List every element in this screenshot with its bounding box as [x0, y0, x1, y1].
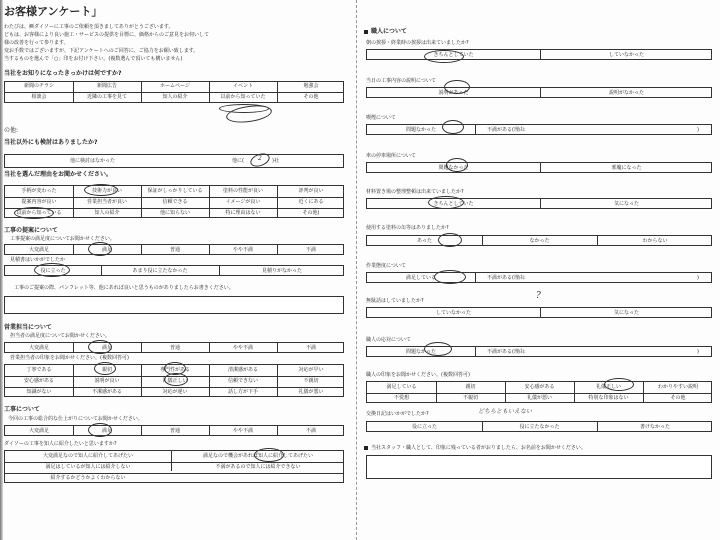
q5-opt-dissatisfied[interactable]: 不満 — [305, 345, 316, 351]
r-q7-opt-complaint[interactable]: 不満がある(理由: — [487, 275, 526, 281]
circle-mark-r-q9 — [424, 342, 452, 356]
q4-estimate-none[interactable]: 見積りがなかった — [261, 268, 302, 274]
q1-options-table — [4, 81, 344, 103]
r-q5-table — [366, 198, 712, 209]
craftsmen-section-heading: 職人について — [371, 28, 407, 35]
circle-mark-r-q5 — [428, 196, 464, 209]
q4-opt-satisfied[interactable]: 満足 — [101, 247, 112, 253]
r-q6-opt-yes[interactable]: あった — [417, 238, 432, 244]
r-q6-table — [366, 235, 712, 246]
r-q10-opt-2[interactable]: 親切 — [465, 384, 476, 390]
q5-imp-9[interactable]: 信頼できない — [227, 378, 258, 384]
q3-opt-14[interactable]: 特に理由はない — [225, 210, 261, 216]
q1-opt-other[interactable]: その他 — [303, 94, 319, 100]
q6-opt-somewhat-dissatisfied[interactable]: やや不満 — [232, 428, 253, 434]
q3-opt-5[interactable]: 評判が良い — [298, 188, 324, 194]
circle-mark-q4-useful — [34, 263, 70, 277]
r-q10-opt-3[interactable]: 安心感がある — [524, 384, 555, 390]
section-bullet-craftsmen — [364, 30, 368, 34]
q4-estimate-question: 見積書はいかがでしたか — [10, 257, 66, 263]
circle-mark-r-q6 — [438, 233, 462, 247]
q1-opt-seminar[interactable]: 勉強会 — [303, 83, 319, 89]
q6-heading: 工事について — [4, 406, 40, 413]
intro-line-3: 様の改善を行って参ります。 — [4, 40, 69, 46]
r-q9-close-paren: ) — [697, 349, 699, 355]
q6-ref-3[interactable]: 満足はしているが知人には紹介しない — [45, 464, 131, 470]
q5-impression-question: 営業担当者の印象をお聞かせください。(複数回答可) — [10, 355, 129, 361]
circle-mark-r-q7 — [434, 270, 466, 284]
q4-estimate-not-useful[interactable]: あまり役に立たなかった — [132, 268, 188, 274]
q2-heading: 当社以外にも検討はありましたか? — [4, 139, 98, 146]
r-q1-opt-no[interactable]: していなかった — [608, 52, 644, 58]
r-q7-heading: 作業態度について — [366, 263, 406, 269]
section-bullet-staff — [364, 446, 368, 450]
r-q8-table — [366, 307, 712, 318]
r-q4-heading: 車の停車場所について — [366, 153, 416, 159]
q6-opt-very-satisfied[interactable]: 大変満足 — [28, 428, 49, 434]
r-q9-opt-ok[interactable]: 問題なかった — [405, 349, 436, 355]
q1-other-label: の他: — [4, 127, 19, 134]
r-q1-opt-yes[interactable]: きちんとしていた — [433, 52, 474, 58]
r-q6-heading: 使用する塗料の缶等はありましたか? — [366, 225, 449, 231]
r-q8-heading: 無駄話はしていましたか? — [366, 298, 424, 304]
q3-opt-4[interactable]: 塗料の性能が良い — [222, 188, 263, 194]
circle-mark-r-q10 — [604, 378, 634, 391]
r-q2-table — [366, 87, 712, 98]
q1-opt-consultation[interactable]: 相談会 — [31, 94, 47, 100]
r-q8-handwritten-mark: ? — [536, 291, 541, 301]
circle-mark-q3-knew — [14, 207, 54, 219]
q1-opt-flyer[interactable]: 新聞のチラシ — [23, 83, 54, 89]
q6-ref-4[interactable]: 不満があるので知人には紹介できない — [215, 464, 301, 470]
q5-imp-11[interactable]: 知識がない — [26, 389, 52, 395]
r-q8-opt-no[interactable]: していなかった — [435, 310, 471, 316]
r-q9-opt-complaint[interactable]: 不満がある(理由: — [487, 349, 526, 355]
q4-opt-dissatisfied[interactable]: 不満 — [305, 247, 316, 253]
scan-edge-shadow — [0, 0, 3, 540]
r-q10-opt-10[interactable]: その他 — [670, 395, 686, 401]
q3-opt-1[interactable]: 手柄が変わった — [21, 188, 57, 194]
r-q9-table — [366, 346, 712, 357]
q5-imp-10[interactable]: 不親切 — [303, 378, 319, 384]
circle-mark-r-q3 — [442, 120, 464, 134]
r-q6-opt-no[interactable]: なかった — [529, 238, 550, 244]
circle-mark-q6-satisfied — [88, 423, 112, 437]
q4-opt-somewhat-dissatisfied[interactable]: やや不満 — [232, 247, 253, 253]
q3-opt-10[interactable]: 近くにある — [298, 199, 324, 205]
q2-opt-none[interactable]: 他に検討はなかった — [70, 158, 116, 164]
intro-line-1: わたびは、㈱ダイソーに工事のご依頼を頂きましてありがとうございます。 — [4, 24, 174, 30]
q4-comment-box[interactable] — [4, 296, 344, 314]
q5-imp-12[interactable]: 不潔感がある — [91, 389, 122, 395]
circle-mark-q5-satisfied — [88, 340, 112, 354]
q5-heading: 営業担当について — [4, 324, 52, 331]
q3-heading: 当社を選んだ理由をお聞かせください。 — [4, 171, 113, 178]
q2-opt-company-suffix: )社 — [272, 158, 279, 164]
intro-line-5: 当するものを選んで「○」印をお付け下さい。(複数選んで頂いても構いません) — [4, 56, 183, 62]
r-q4-opt-ok[interactable]: 問題なかった — [438, 165, 469, 171]
r-q10-heading: 職人の印象をお聞かせください。(複数回答可) — [366, 372, 470, 378]
r-q2-opt-yes[interactable]: 説明があった — [438, 90, 469, 96]
q5-subheading: 担当者の満足度についてお聞かせください。 — [10, 333, 110, 339]
circle-mark-event — [219, 104, 269, 113]
q4-satisfaction-table — [4, 244, 344, 255]
q3-opt-11[interactable]: 以前から知っている — [16, 210, 62, 216]
q3-opt-7[interactable]: 営業担当者が良い — [86, 199, 127, 205]
q6-ref-5[interactable]: 紹介するかどうかよくわからない — [50, 475, 126, 481]
q6-opt-normal[interactable]: 普通 — [169, 428, 180, 434]
r-q5-heading: 材料置き場の整理整頓は出来ていましたか? — [366, 189, 464, 195]
q2-handwritten-count: 2 — [258, 155, 262, 162]
r-q1-heading: 朝の挨拶・終業時の挨拶は出来ていましたか? — [366, 40, 469, 46]
q5-imp-15[interactable]: 礼儀が悪い — [298, 389, 324, 395]
q1-opt-homepage[interactable]: ホームページ — [160, 83, 190, 89]
q4-opt-very-satisfied[interactable]: 大変満足 — [28, 247, 49, 253]
circle-mark-q4-satisfied — [88, 242, 112, 256]
circle-mark-q6-referral — [254, 448, 284, 462]
q5-imp-6[interactable]: 安心感がある — [23, 378, 54, 384]
r-q10-opt-1[interactable]: 満足している — [386, 384, 417, 390]
circle-mark-q5-polite — [164, 373, 188, 386]
q4-heading: 工事の提案について — [4, 227, 58, 234]
r-q3-opt-ok[interactable]: 問題なかった — [405, 127, 436, 133]
r-q4-opt-bothered[interactable]: 邪魔になった — [611, 165, 642, 171]
r-q11-opt-not-written[interactable]: 書けなかった — [639, 424, 670, 430]
page-fold-line — [356, 0, 357, 540]
r-q10-table — [366, 381, 712, 403]
r-q6-opt-unknown[interactable]: わからない — [642, 238, 668, 244]
r-q11-heading: 交換日記はいかがでしたか? — [366, 411, 429, 417]
r-q11-handwritten-note: どちらともいえない — [478, 408, 533, 415]
r-q4-table — [366, 162, 712, 173]
r-q3-close-paren: ) — [697, 127, 699, 133]
r-q1-table — [366, 49, 712, 60]
r-q3-table — [366, 124, 712, 135]
circle-mark-r-q2 — [444, 80, 470, 94]
q3-opt-6[interactable]: 提案内容が良い — [21, 199, 57, 205]
q1-opt-event[interactable]: イベント — [232, 83, 253, 89]
r-q10-opt-5[interactable]: わかりやすい説明 — [657, 384, 698, 390]
q5-opt-normal[interactable]: 普通 — [169, 345, 180, 351]
r-q7-close-paren: ) — [697, 275, 699, 281]
q5-imp-1[interactable]: 丁寧である — [26, 367, 52, 373]
q3-opt-9[interactable]: イメージが良い — [225, 199, 261, 205]
q3-opt-15[interactable]: その他( — [302, 210, 320, 216]
q6-ref-2[interactable]: 満足なので機会があれば知人に紹介してあげたい — [202, 453, 313, 459]
q5-imp-8[interactable]: 礼儀正しい — [162, 378, 188, 384]
r-q3-opt-complaint[interactable]: 不満がある(理由: — [487, 127, 526, 133]
r-q2-heading: 当日の工事内容の説明について — [366, 78, 436, 84]
r-q5-opt-tidy[interactable]: きちんとしていた — [433, 201, 474, 207]
q5-opt-very-satisfied[interactable]: 大変満足 — [28, 345, 49, 351]
r-q3-heading: 喫煙について — [366, 115, 396, 121]
q2-options-box — [4, 154, 344, 168]
q4-comment-prompt: 工事のご提案の際、パンフレット等、他にあれば良いと思うものがありましたらお書きください。 — [14, 285, 234, 291]
q5-imp-5[interactable]: 対応が早い — [298, 367, 324, 373]
r-q9-heading: 職人の応対について — [366, 337, 411, 343]
circle-mark-r-q1 — [424, 50, 464, 63]
r-q11-opt-not-useful[interactable]: 役に立たなかった — [519, 424, 560, 430]
q6-referral-table — [4, 450, 344, 483]
q5-opt-satisfied[interactable]: 満足 — [101, 345, 112, 351]
r-q10-opt-8[interactable]: 礼儀が悪い — [526, 395, 552, 401]
q5-imp-14[interactable]: 話し方が下手 — [227, 389, 258, 395]
q5-imp-7[interactable]: 説明が良い — [94, 378, 120, 384]
staff-name-box[interactable] — [366, 455, 712, 479]
r-q5-opt-bothered[interactable]: 気になった — [613, 201, 639, 207]
q3-opt-8[interactable]: 信頼できる — [162, 199, 188, 205]
q6-opt-satisfied[interactable]: 満足 — [101, 428, 112, 434]
q1-opt-nearby-work[interactable]: 近隣の工事を見て — [86, 94, 127, 100]
q5-opt-somewhat-dissatisfied[interactable]: やや不満 — [232, 345, 253, 351]
q6-referral-question: ダイソーの工事を知人に紹介したいと思いますか? — [4, 441, 117, 447]
r-q8-opt-bothered[interactable]: 気になった — [613, 310, 639, 316]
q3-opt-13[interactable]: 他に知らない — [159, 210, 190, 216]
intro-line-2: どもは、お客様により良い施工・サービスの提供を目標に、価格からのご意見をお伺いして — [4, 32, 210, 38]
intro-line-4: 変お手数ではございますが、下記アンケートへのご回答に、ご協力をお願い致します。 — [4, 48, 199, 54]
r-q7-opt-satisfied[interactable]: 満足している — [405, 275, 436, 281]
circle-mark-q5-kind — [94, 362, 116, 375]
q1-opt-newspaper-ad[interactable]: 新聞広告 — [96, 83, 117, 89]
r-q2-opt-no[interactable]: 説明がなかった — [608, 90, 644, 96]
q6-ref-1[interactable]: 大変満足なので知人に紹介してあげたい — [42, 453, 133, 459]
circle-mark-q3-tech — [84, 184, 118, 196]
q4-subheading: 工事提案の満足度についてお聞かせください。 — [10, 236, 115, 242]
q5-imp-3[interactable]: 専門性がある — [159, 367, 190, 373]
q5-imp-2[interactable]: 親切 — [101, 367, 112, 373]
q5-imp-4[interactable]: 清潔感がある — [227, 367, 258, 373]
q5-satisfaction-table — [4, 342, 344, 353]
q3-opt-12[interactable]: 知人の紹介 — [94, 210, 120, 216]
q5-imp-13[interactable]: 対応が遅い — [162, 389, 188, 395]
r-q11-table — [366, 421, 712, 432]
r-q10-opt-9[interactable]: 特別な印象はない — [588, 395, 629, 401]
q1-opt-referral[interactable]: 知人の紹介 — [162, 94, 188, 100]
r-q7-table — [366, 272, 712, 283]
r-q11-opt-useful[interactable]: 役に立った — [411, 424, 437, 430]
q6-subheading: 今回の工事の総合的な仕上がりについてお聞かせください。 — [8, 416, 143, 422]
circle-mark-r-q4 — [446, 158, 468, 172]
q3-options-table — [4, 185, 344, 218]
q4-opt-normal[interactable]: 普通 — [169, 247, 180, 253]
staff-name-prompt: 当社スタッフ・職人として、印象に残っている者がおりましたら、お名前をお聞かせください。 — [371, 445, 586, 451]
r-q10-opt-4[interactable]: 礼儀正しい — [595, 384, 621, 390]
q2-opt-others[interactable]: 他に( — [232, 158, 244, 164]
r-q10-opt-7[interactable]: 不親切 — [462, 395, 478, 401]
r-q10-opt-6[interactable]: 不愛想 — [393, 395, 409, 401]
q1-heading: 当社をお知りになったきっかけは何ですか? — [4, 70, 122, 77]
q3-opt-3[interactable]: 保証がしっかりしている — [147, 188, 203, 194]
q6-satisfaction-table — [4, 425, 344, 436]
q4-estimate-useful[interactable]: 役に立った — [40, 268, 66, 274]
page-title: お客様アンケート」 — [4, 5, 103, 18]
q6-opt-dissatisfied[interactable]: 不満 — [305, 428, 316, 434]
q3-opt-2[interactable]: 技術力が良い — [91, 188, 122, 194]
q1-opt-knew-before[interactable]: 以前から知っていた — [220, 94, 266, 100]
